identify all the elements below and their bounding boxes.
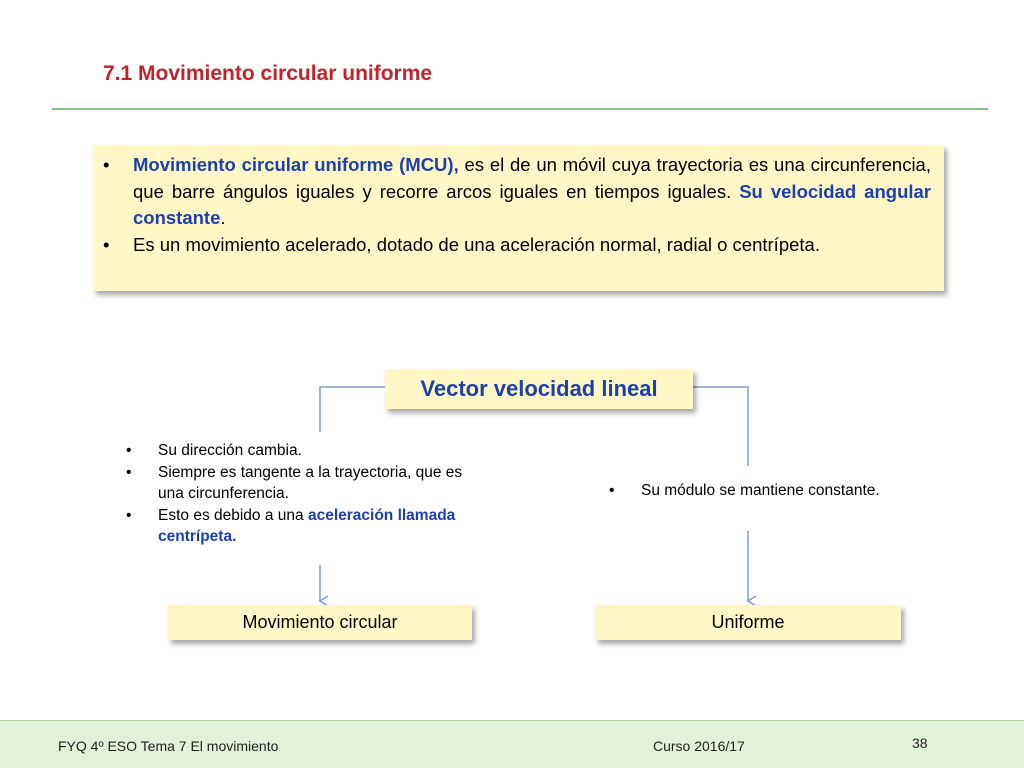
intro-bullet-2 [103, 232, 931, 259]
intro-box [93, 145, 944, 291]
list-item [603, 480, 903, 502]
intro-list [93, 145, 944, 258]
intro-bullet-1 [103, 152, 931, 232]
direction-change-list [120, 440, 490, 548]
result-uniform: Uniforme [595, 605, 901, 640]
result-circular-motion: Movimiento circular [168, 605, 472, 640]
page-number: 38 [912, 735, 928, 751]
footer-year: Curso 2016/17 [653, 738, 745, 754]
footer-divider [0, 720, 1024, 721]
footer-course-label: FYQ 4º ESO Tema 7 El movimiento [58, 738, 279, 754]
list-item [120, 462, 490, 505]
acceleration-text: Es un movimiento acelerado, dotado de una aceleración normal, radial o centrípeta. [133, 233, 820, 255]
connector-right-top [693, 387, 748, 466]
bullet-marker: • [126, 506, 132, 524]
connector-left-top [320, 387, 385, 432]
mcu-definition-tail: . [220, 207, 226, 228]
list-item [120, 440, 490, 462]
bullet-marker: • [126, 442, 132, 459]
angular-velocity-highlight: Su velocidad angular constante [133, 180, 931, 228]
slide-title: 7.1 Movimiento circular uniforme [103, 62, 433, 85]
mcu-definition-text: es el de un móvil cuya trayectoria es una circunferencia, que barre ángulos iguales y recorre arcos iguales en tiempos iguales. [133, 154, 931, 202]
list-item [120, 505, 490, 548]
bullet-marker: • [103, 154, 110, 175]
velocity-vector-header: Vector velocidad lineal [385, 369, 693, 409]
list-item-text: Su dirección cambia. [158, 442, 302, 459]
bullet-marker: • [126, 463, 132, 481]
list-item-text: Esto es debido a una [158, 506, 308, 524]
mcu-definition-lead: Movimiento circular uniforme (MCU), [133, 154, 459, 175]
bullet-marker: • [103, 233, 110, 255]
bullet-marker: • [609, 482, 615, 499]
list-item-text: Su módulo se mantiene constante. [641, 482, 880, 499]
title-divider [52, 108, 988, 110]
modulus-constant-list [603, 480, 903, 502]
centripetal-acceleration-highlight: aceleración llamada centrípeta. [158, 506, 456, 545]
list-item-text: Siempre es tangente a la trayectoria, que es una circunferencia. [158, 463, 463, 502]
